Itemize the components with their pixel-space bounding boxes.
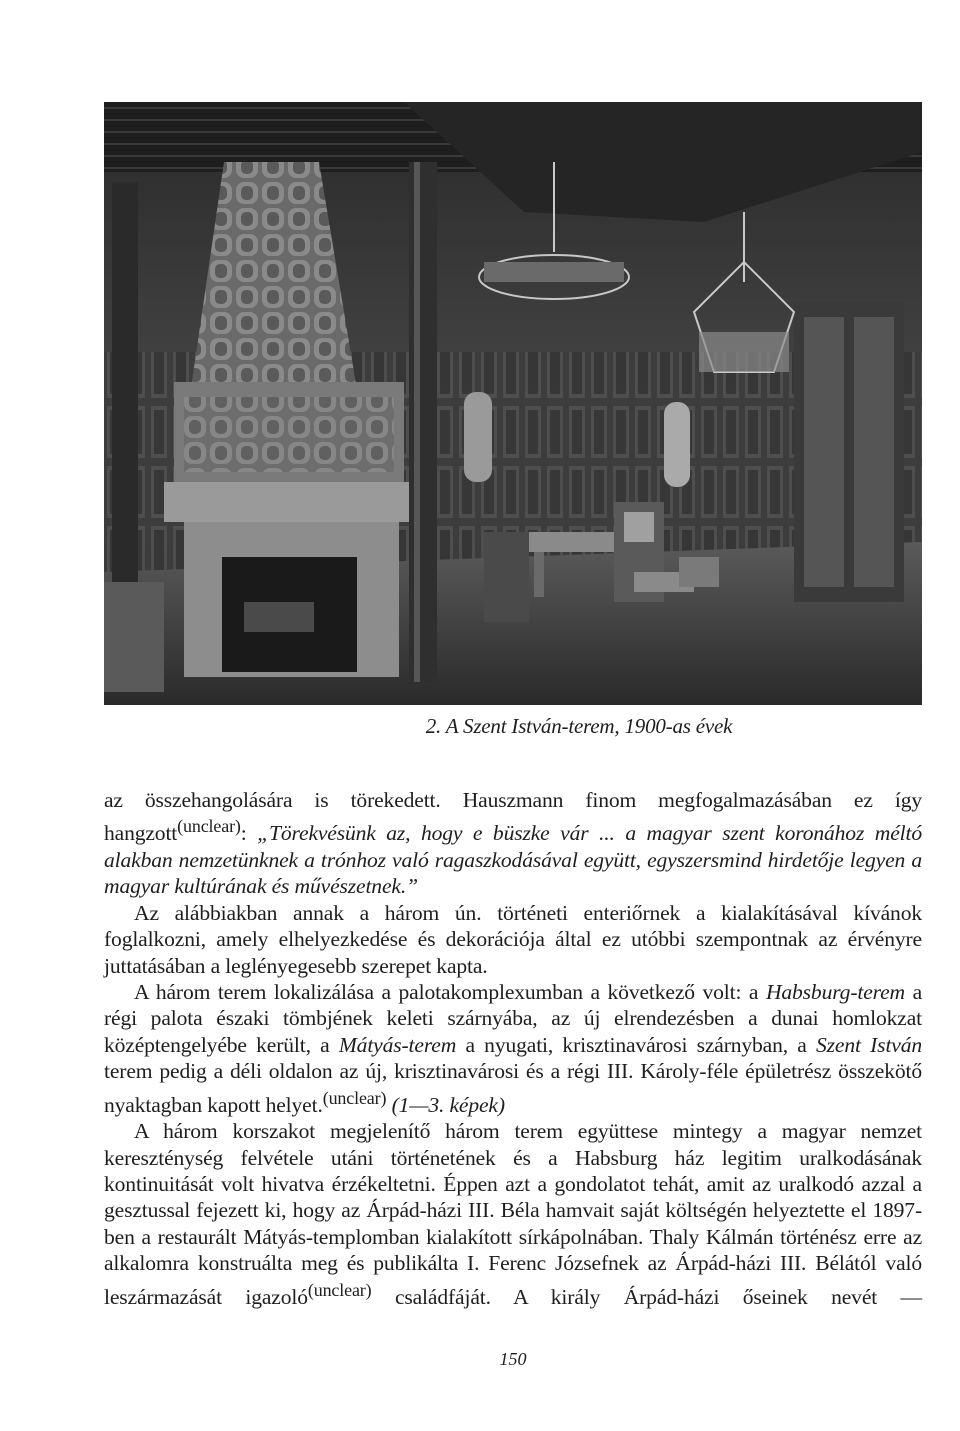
italic-text: (1—3. képek) [391, 1092, 505, 1117]
figure-caption: 2. A Szent István-terem, 1900-as évek [425, 714, 733, 738]
italic-text: Mátyás-terem [338, 1032, 457, 1057]
footnote-marker: (unclear) [177, 816, 241, 837]
text-span: családfáját. A király Árpád-házi őseinek nevét — [371, 1284, 922, 1309]
text-span: A három terem lokalizálása a palotakomplexumban a következő volt: a [134, 980, 766, 1005]
text-span: az összehangolására is törekedett. Hauszmann finom megfogalmazásában ez így hangzott [104, 788, 922, 846]
text-span: A három korszakot megjelenítő három terem együttese mintegy a magyar nemzet kereszténység felvétele utáni történetének és a Habsburg ház legitim uralkodásának kontinuitását volt hivatva érzékeltetni. Éppen azt a gondolatot tehát, amit az uralkodó azzal a gesztussal fejezett ki, hogy az Árpád-házi III. Béla hamvait saját költségén helyeztette el 1897-ben a restaurált Mátyás-templomban kialakított sírkápolnában. Thaly Kálmán történész erre az alkalomra konstruálta meg és publikálta I. Ferenc Józsefnek az Árpád-házi III. Bélától való leszármazását igazoló [104, 1119, 922, 1309]
text-span: : [240, 821, 258, 846]
footnote-marker: (unclear) [322, 1087, 387, 1108]
paragraph [104, 979, 922, 1118]
text-span: terem pedig a déli oldalon az új, krisztinavárosi és a régi III. Károly-féle épületrész összekötő nyaktagban kapott helyet. [104, 1059, 922, 1117]
footnote-marker: (unclear) [307, 1279, 372, 1300]
paragraph [104, 900, 922, 979]
text-span: a nyugati, krisztinavárosi szárnyban, a [456, 1032, 817, 1057]
paragraph [104, 1118, 922, 1310]
body-text [104, 787, 922, 1310]
italic-text: Habsburg-terem [765, 980, 905, 1005]
italic-text: „Törekvésünk az, hogy e büszke vár ... a magyar szent koronához méltó alakban nemzetünknek a trónhoz való ragaszkodásával együtt, egyszersmind hirdetője legyen a magyar kultúrának és művészetnek.” [104, 821, 922, 899]
italic-text: Szent István [816, 1032, 923, 1057]
page-number: 150 [499, 1349, 527, 1369]
text-span: a régi palota északi tömbjének keleti szárnyába, az új elrendezésben a dunai homlokzat középtengelyébe került, a [104, 980, 922, 1057]
room-photograph [104, 102, 922, 705]
paragraph [104, 787, 922, 900]
text-span: Az alábbiakban annak a három ún. történeti enteriőrnek a kialakításával kívánok foglalkozni, amely elhelyezkedése és dekorációja által ez utóbbi szempontnak az érvényre juttatásában a leglényegesebb szerepet kapta. [104, 900, 922, 978]
